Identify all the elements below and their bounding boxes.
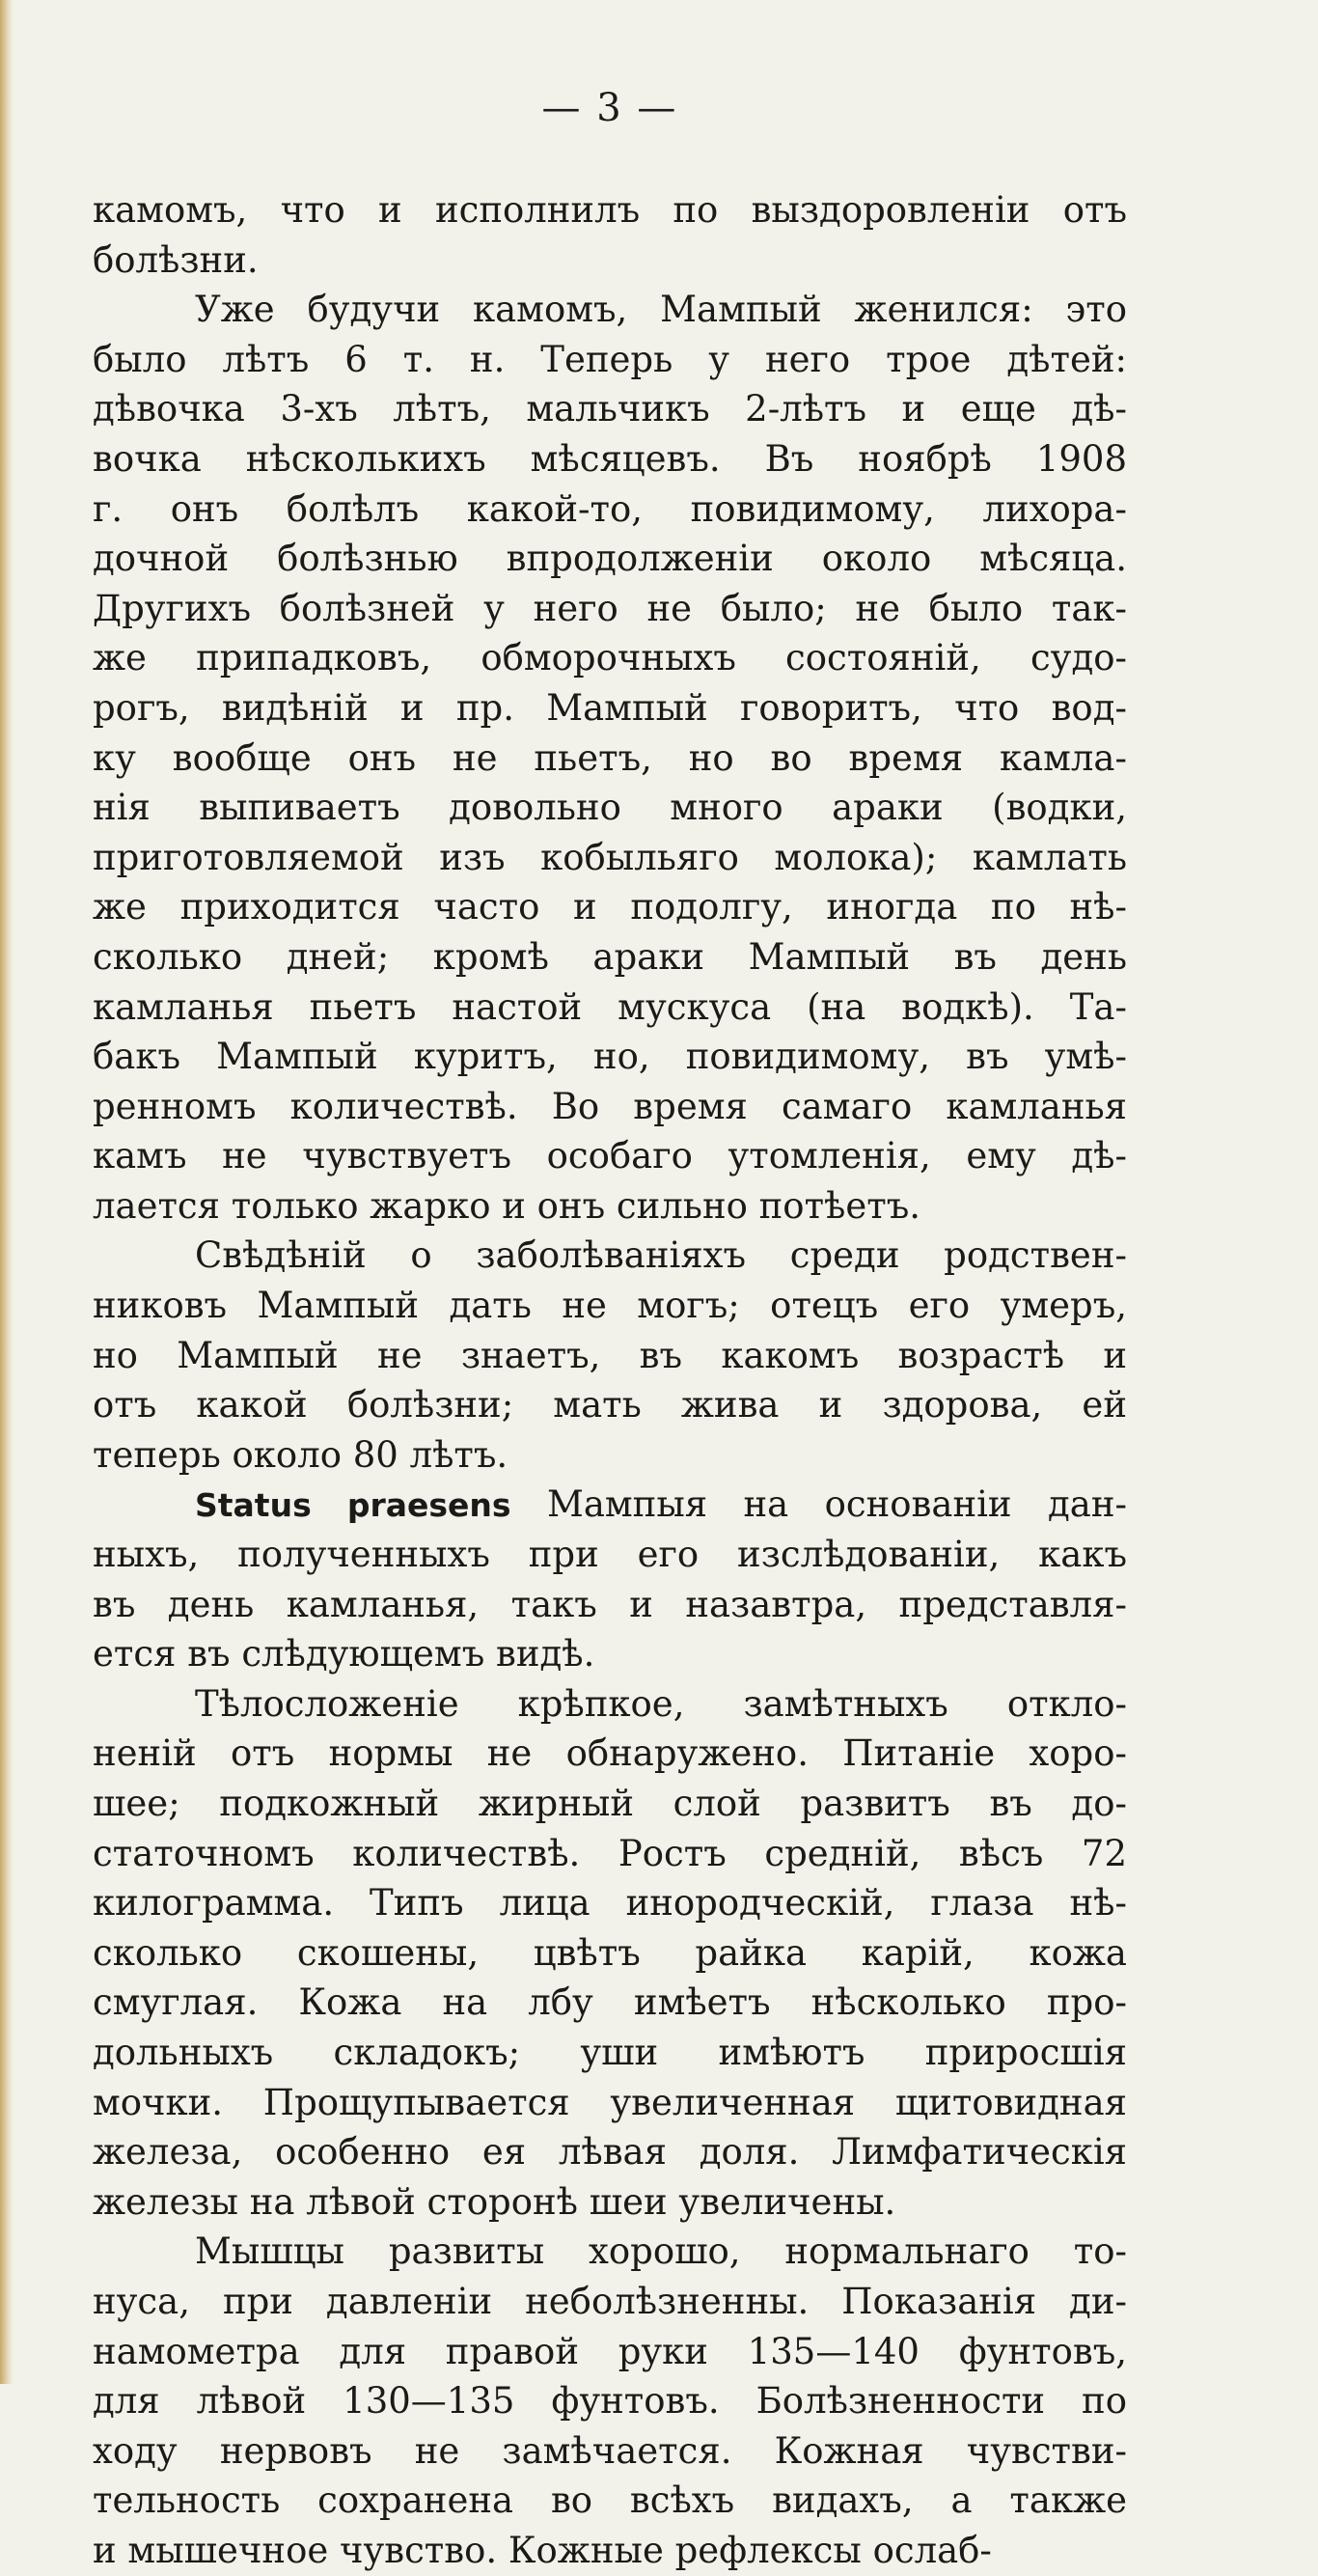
paragraph-p6 [93, 2227, 1127, 2575]
text-line: железы на лѣвой сторонѣ шеи увеличены. [93, 2180, 896, 2223]
page-number: — 3 — [541, 86, 678, 130]
text-line: ренномъ количествѣ. Во время самаго камланья [93, 1085, 1127, 1127]
text-line: сколько дней; кромѣ араки Мампый въ день [93, 935, 1127, 978]
text-line: смуглая. Кожа на лбу имѣетъ нѣсколько про- [93, 1981, 1127, 2024]
text-line: бакъ Мампый куритъ, но, повидимому, въ умѣ- [93, 1036, 1127, 1078]
text-line: дѣвочка 3-хъ лѣтъ, мальчикъ 2-лѣтъ и еще дѣ- [93, 388, 1127, 430]
text-line: въ день камланья, такъ и назавтра, представля- [93, 1583, 1127, 1625]
text-line: приготовляемой изъ кобыльяго молока); камлать [93, 836, 1127, 878]
paragraph-p3 [93, 1231, 1127, 1480]
text-line: но Мампый не знаетъ, въ какомъ возрастѣ и [93, 1334, 1127, 1376]
text-line: вочка нѣсколькихъ мѣсяцевъ. Въ ноябрѣ 1908 [93, 437, 1127, 480]
text-line: камомъ, что и исполнилъ по выздоровленіи отъ [93, 189, 1127, 231]
text-line: ется въ слѣдующемъ видѣ. [93, 1633, 595, 1676]
paragraph-p1 [93, 185, 1127, 285]
latin-term: Status praesens [195, 1486, 511, 1525]
text-line: болѣзни. [93, 238, 259, 281]
text-line: дольныхъ складокъ; уши имѣютъ приросшія [93, 2031, 1127, 2073]
document-page [93, 81, 1127, 2576]
text-line: же припадковъ, обморочныхъ состояній, судо- [93, 637, 1127, 679]
text-line: Мышцы развиты хорошо, нормальнаго то- [195, 2230, 1127, 2273]
text-line: Свѣдѣній о заболѣваніяхъ среди родствен- [195, 1234, 1127, 1277]
text-line: было лѣтъ 6 т. н. Теперь у него трое дѣтей: [93, 338, 1127, 380]
text-line: мочки. Прощупывается увеличенная щитовидная [93, 2081, 1127, 2123]
text-line: камланья пьетъ настой мускуса (на водкѣ). Та- [93, 985, 1127, 1028]
text-line: дочной болѣзнью впродолженіи около мѣсяца. [93, 538, 1127, 580]
text-body [93, 185, 1127, 2576]
text-line: Status praesens Мампыя на основаніи дан- [195, 1483, 1127, 1526]
page-binding-edge [0, 0, 14, 2384]
text-line: ходу нервовъ не замѣчается. Кожная чувстви- [93, 2429, 1127, 2472]
text-line: камъ не чувствуетъ особаго утомленія, ему дѣ- [93, 1135, 1127, 1177]
text-line: рогъ, видѣній и пр. Мампый говоритъ, что вод- [93, 686, 1127, 729]
text-line: нуса, при давленіи неболѣзненны. Показанія ди- [93, 2280, 1127, 2322]
text-line: для лѣвой 130—135 фунтовъ. Болѣзненности по [93, 2380, 1127, 2423]
text-line: Другихъ болѣзней у него не было; не было так- [93, 587, 1127, 629]
text-line: тельность сохранена во всѣхъ видахъ, а также [93, 2479, 1127, 2522]
text-line: г. онъ болѣлъ какой-то, повидимому, лихора- [93, 487, 1127, 530]
text-line: нія выпиваетъ довольно много араки (водки, [93, 787, 1127, 829]
paragraph-p2 [93, 285, 1127, 1231]
text-line: теперь около 80 лѣтъ. [93, 1433, 508, 1476]
text-line: лается только жарко и онъ сильно потѣетъ. [93, 1184, 921, 1227]
text-line: никовъ Мампый дать не могъ; отецъ его умеръ, [93, 1285, 1127, 1327]
text-line: отъ какой болѣзни; мать жива и здорова, ей [93, 1384, 1127, 1426]
text-line: намометра для правой руки 135—140 фунтовъ, [93, 2330, 1127, 2372]
text-line: ку вообще онъ не пьетъ, но во время камла- [93, 736, 1127, 779]
text-line: статочномъ количествѣ. Ростъ средній, вѣсъ 72 [93, 1832, 1127, 1874]
text-line: Тѣлосложеніе крѣпкое, замѣтныхъ откло- [195, 1682, 1127, 1725]
text-line: сколько скошены, цвѣтъ райка карій, кожа [93, 1931, 1127, 1974]
text-line: ныхъ, полученныхъ при его изслѣдованіи, какъ [93, 1534, 1127, 1576]
text-line: железа, особенно ея лѣвая доля. Лимфатическія [93, 2131, 1127, 2174]
text-line: же приходится часто и подолгу, иногда по нѣ- [93, 886, 1127, 928]
text-line: шее; подкожный жирный слой развитъ въ до- [93, 1783, 1127, 1824]
text-line: неній отъ нормы не обнаружено. Питаніе хоро- [93, 1732, 1127, 1775]
text-line: килограмма. Типъ лица инородческій, глаза нѣ- [93, 1882, 1127, 1925]
paragraph-p4 [93, 1480, 1127, 1678]
text-line: и мышечное чувство. Кожные рефлексы ослаб- [93, 2529, 992, 2571]
paragraph-p5 [93, 1679, 1127, 2228]
text-line: Уже будучи камомъ, Мампый женился: это [195, 289, 1127, 331]
